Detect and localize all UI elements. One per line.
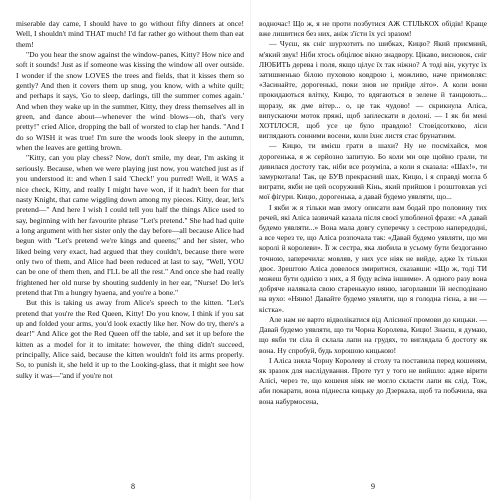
right-paragraph-2: — Чуєш, як сніг шурхотить по шибках, Кицю? Який приємний, м'який звук! Ніби хтось обцілює вікно знадвору. Цікаво, висновок, сніг ЛЮБИТЬ дерева і поля, якщо цілує їх так ніжно? А тоді він, укутує їх затишненько білою пуховою ковдрою і, можливо, наче примовляє: «Засинайте, дорогенькі, поки знов не прийде літо». А коли вони прокидаються влітку, Кицю, то вдягаються в зелене й танцюють... щоразу, як дме вітер... о, це так чудово! — скрикнула Аліса, випускаючи моток пряжі, щоб заплескати в долоні. — І як би мені ХОТІЛОСЯ, щоб усе це було правдою! Стовідсотково, ліси виглядають сонними восени, коли їхнє листя стає брунатним. [259,39,487,141]
right-page [259,19,487,474]
left-paragraph-1: miserable day came, I should have to go without fifty dinners at once! Well, I shouldn't mind THAT much! I'd far rather go without them than eat them! [16,19,244,49]
right-paragraph-4: І якби ж я тільки мав змогу описати вам бодай про половину тих речей, які Аліса зазвичай казала після своєї улюбленої фрази: «А давай будемо уявляти...» Вона мала довгу суперечку з сестрою напередодні, а все через те, що Аліса розпочала так: «Давай будемо уявляти, що ми королі й королеви». Її ж сестра, яка любила в усьому бути бездоганно точною, заперечила: мовляв, у них усе ніяк не вийде, адже їх тільки двоє. Зрештою Аліса довелося змиритися, сказавши: «Що ж, тоді ТИ можеш бути однією з них, а Я буду всіма іншими». А одного разу вона добряче налякала свою старенькую няню, загорлавши їй несподівано на вухо: «Няню! Давайте будемо уявляти, що я голодна гієна, а ви — кістка». [259,202,487,314]
left-paragraph-3: "Kitty, can you play chess? Now, don't smile, my dear, I'm asking it seriously. Because, when we were playing just now, you watched just as if you understood it: and when I said 'Check!' you purred! Well, it WAS a nice check, Kitty, and really I might have won, if it hadn't been for that nasty Knight, that came wiggling down among my pieces. Kitty, dear, let's pretend—" And here I wish I could tell you half the things Alice used to say, beginning with her favourite phrase "Let's pretend." She had had quite a long argument with her sister only the day before—all because Alice had begun with "Let's pretend we're kings and queens;" and her sister, who liked being very exact, had argued that they couldn't, because there were only two of them, and Alice had been reduced at last to say, "Well, YOU can be one of them then, and I'LL be all the rest." And once she had really frightened her old nurse by shouting suddenly in her ear, "Nurse! Do let's pretend that I'm a hungry hyaena, and you're a bone." [16,153,244,297]
right-paragraph-5: Але нам не варто відволікатися від Алісиної промови до кицьки. — Давай будемо уявляти, що ти Чорна Королева, Кицю! Знаєш, я думаю, що якби ти сіла й склала лапи на грудях, то виглядала б достоту як вона. Ну спробуй, будь хорошою кицькою! [259,314,487,355]
right-paragraph-3: — Кицю, ти вмієш грати в шахи? Ну не посміхайся, моя дорогенька, я ж серйозно запитую. Бо коли ми оце щойно грали, ти дивилася достоту так, ніби все розуміла, а коли я сказала: «Шах!», ти замуркотала! Так, це БУВ прекрасний шах, Кицю, і я справді могла б виграти, якби не цей осоружний Кінь, який прийшов і розштовхав усі мої фігури. Кицю, дорогенька, а давай будемо уявляти, що... [259,141,487,202]
left-paragraph-4: But this is taking us away from Alice's speech to the kitten. "Let's pretend that you're the Red Queen, Kitty! Do you know, I think if you sat up and folded your arms, you'd look exactly like her. Now do try, there's a dear!" And Alice got the Red Queen off the table, and set it up before the kitten as a model for it to imitate: however, the thing didn't succeed, principally, Alice said, because the kitten wouldn't fold its arms properly. So, to punish it, she held it up to the Looking-glass, that it might see how sulky it was—"and if you're not [16,298,244,380]
right-paragraph-1: водночас! Що ж, я не проти позбутися АЖ СТІЛЬКОХ обідів! Краще вже лишитися без них, аніж з'їсти їх усі зразом! [259,19,487,39]
left-page-number: 8 [131,482,135,491]
page-gutter [250,0,251,500]
right-paragraph-6: І Аліса зняла Чорну Королеву зі столу та поставила перед кошеням, як зразок для наслідування. Проте тут у того не вийшло: адже вірити Алісі, через те, що кошеня ніяк не могло скласти лапи як слід. Тож, аби покарати, вона піднесла кицьку до Дзеркала, щоб та побачила, яка вона набурмосена, [259,355,487,406]
left-page [16,19,244,474]
right-page-number: 9 [371,482,375,491]
left-paragraph-2: "Do you hear the snow against the window-panes, Kitty? How nice and soft it sounds! Just as if someone was kissing the window all over outside. I wonder if the snow LOVES the trees and fields, that it kisses them so gently? And then it covers them up snug, you know, with a white quilt; and perhaps it says, 'Go to sleep, darlings, till the summer comes again.' And when they wake up in the summer, Kitty, they dress themselves all in green, and dance about—whenever the wind blows—oh, that's very pretty!" cried Alice, dropping the ball of worsted to clap her hands. "And I do so WISH it was true! I'm sure the woods look sleepy in the autumn, when the leaves are getting brown. [16,50,244,153]
